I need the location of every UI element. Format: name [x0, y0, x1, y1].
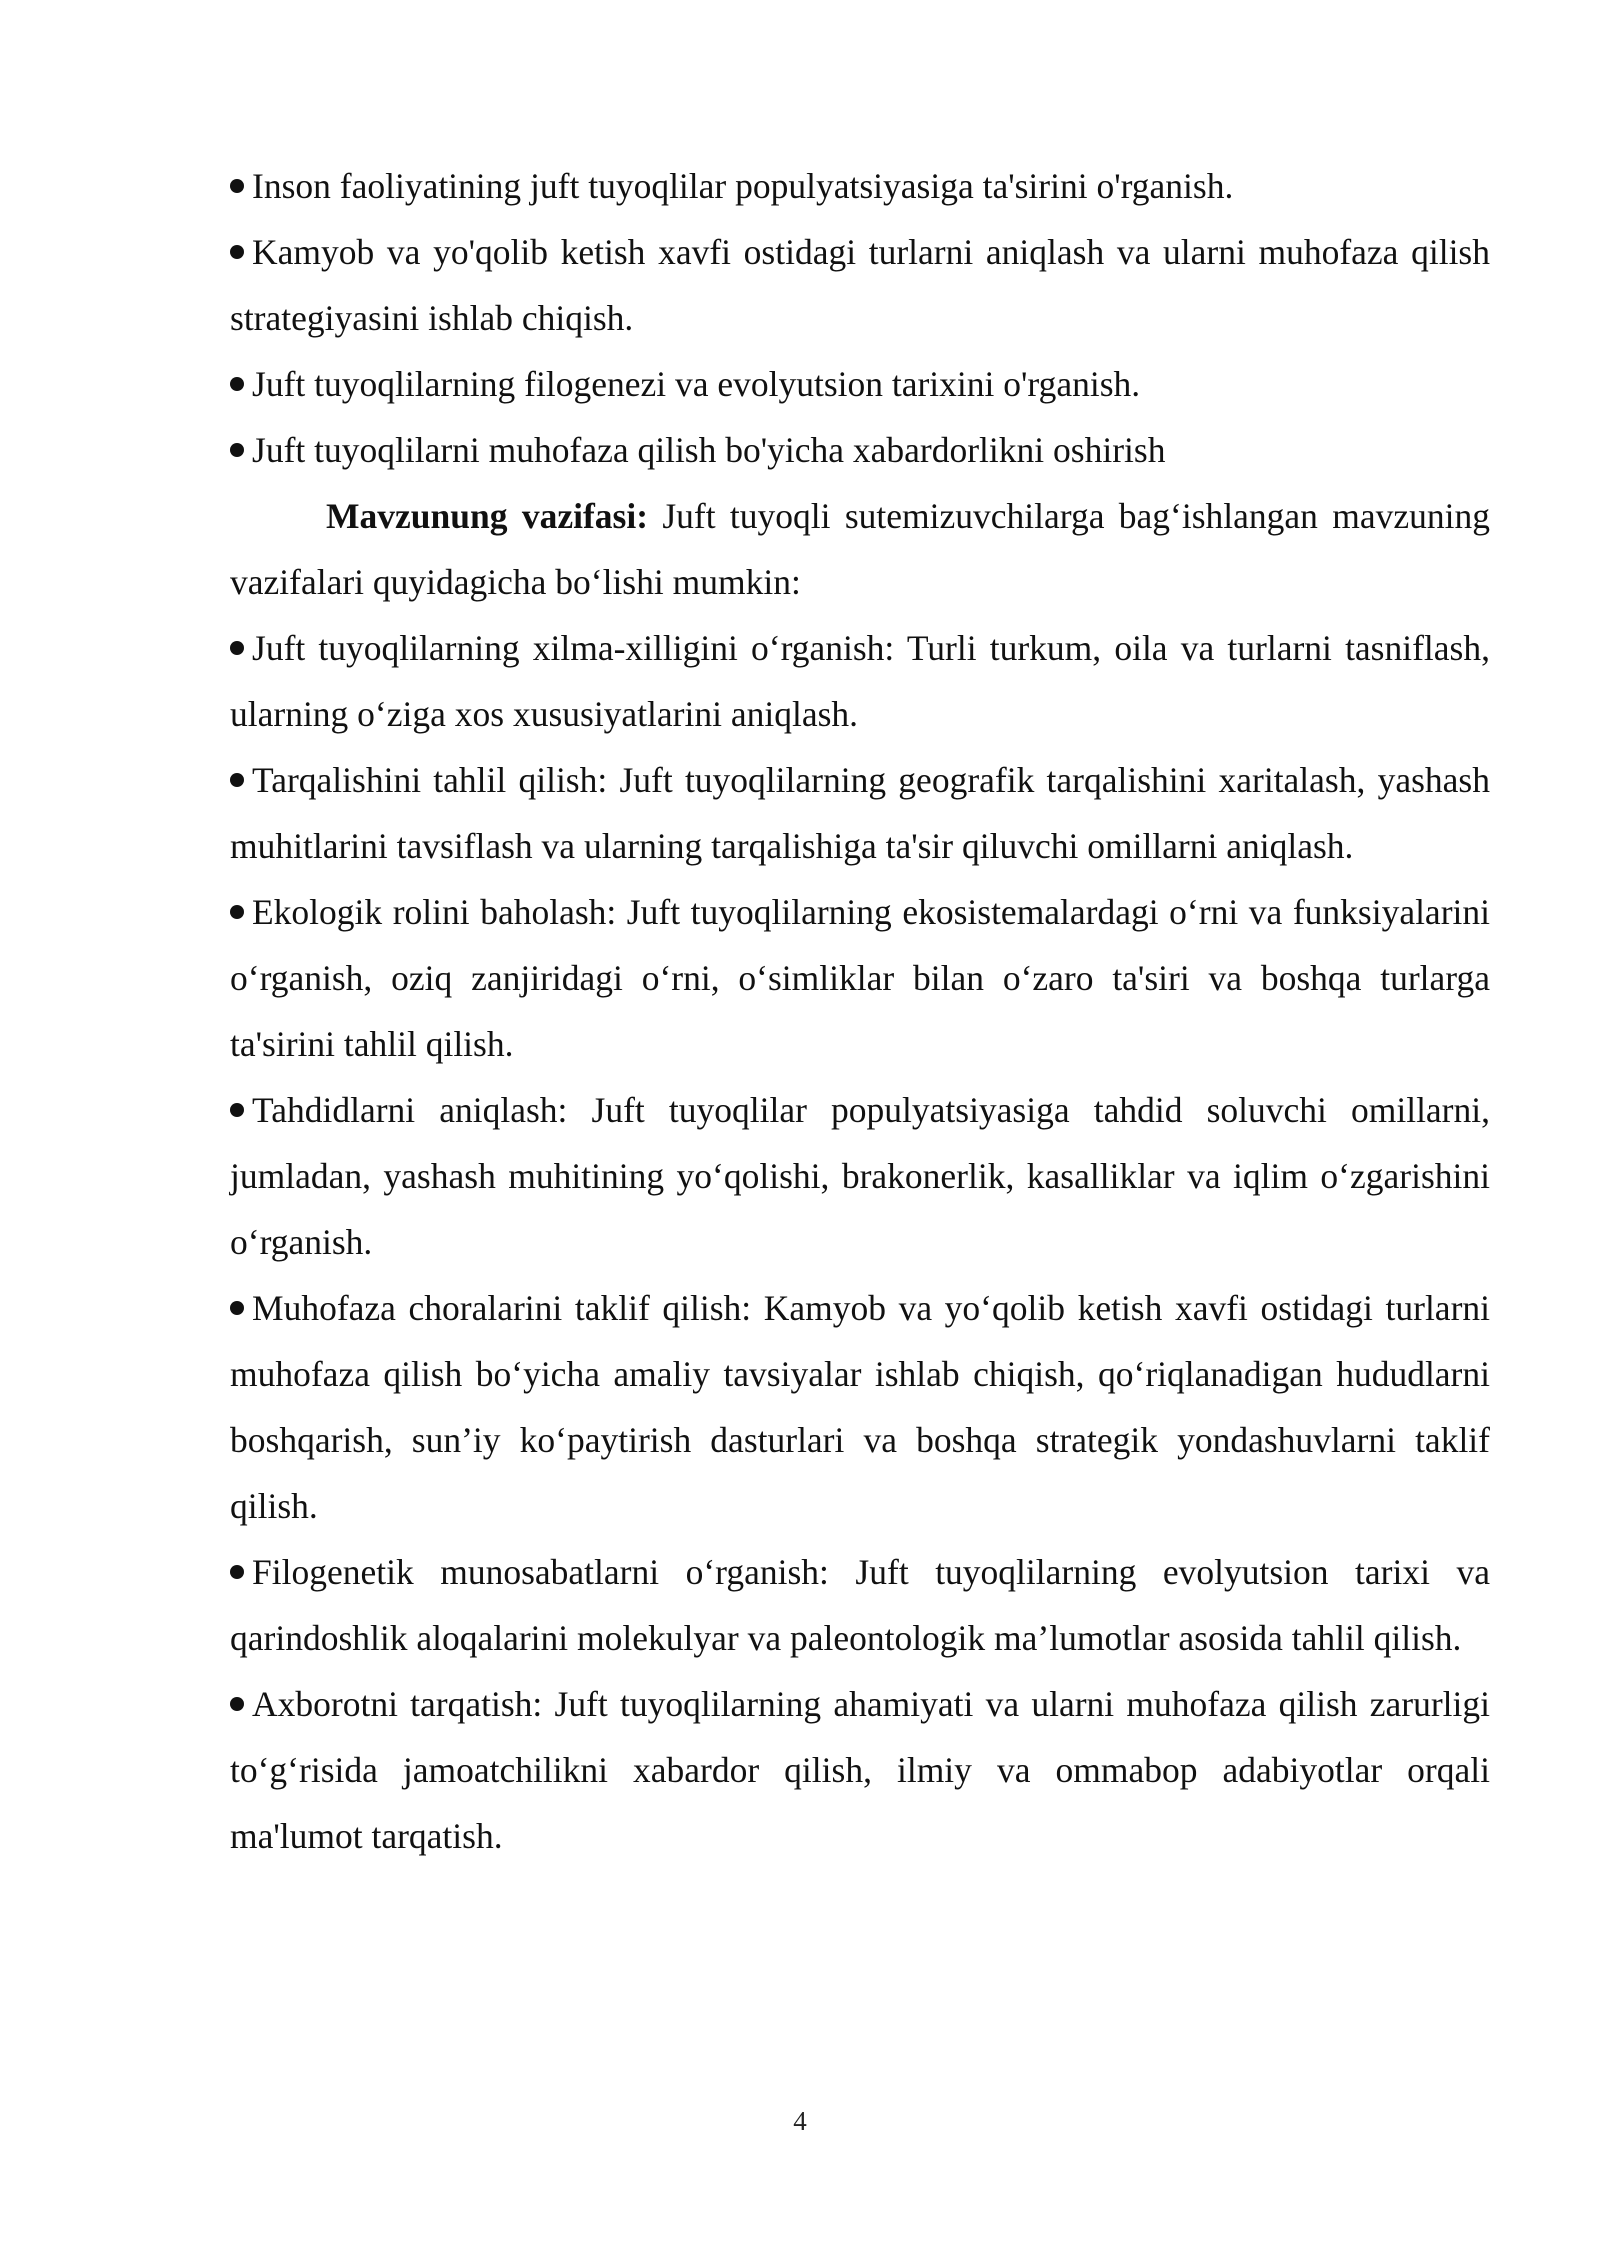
- bullet-text: Ekologik rolini baholash: Juft tuyoqlilarning ekosistemalardagi o‘rni va funksiyalarini o‘rganish, oziq zanjiridagi o‘rni, o‘simliklar bilan o‘zaro ta'siri va boshqa turlarga ta'sirini tahlil qilish.: [230, 892, 1490, 1064]
- bullet-icon: [230, 1103, 244, 1117]
- section-intro-text: Juft tuyoqli sutemizuvchilarga bag‘ishlangan mavzuning vazifalari quyidagicha bo‘lishi mumkin:: [230, 496, 1490, 602]
- bullet-text: Tahdidlarni aniqlash: Juft tuyoqlilar populyatsiyasiga tahdid soluvchi omillarni, jumladan, yashash muhitining yo‘qolishi, brakonerlik, kasalliklar va iqlim o‘zgarishini o‘rganish.: [230, 1090, 1490, 1262]
- bullet-icon: [230, 1697, 244, 1711]
- bullet-icon: [230, 1301, 244, 1315]
- bullet-text: Juft tuyoqlilarni muhofaza qilish bo'yicha xabardorlikni oshirish: [252, 430, 1166, 470]
- bullet-text: Muhofaza choralarini taklif qilish: Kamyob va yo‘qolib ketish xavfi ostidagi turlarni muhofaza qilish bo‘yicha amaliy tavsiyalar ishlab chiqish, qo‘riqlanadigan hududlarni boshqarish, sun’iy ko‘paytirish dasturlari va boshqa strategik yondashuvlarni taklif qilish.: [230, 1288, 1490, 1526]
- bullet-item: [230, 747, 1490, 879]
- bullet-item: [230, 1539, 1490, 1671]
- bullet-icon: [230, 905, 244, 919]
- bullet-icon: [230, 179, 244, 193]
- bullet-item: [230, 219, 1490, 351]
- page-number: 4: [793, 2106, 807, 2136]
- bullet-item: [230, 1671, 1490, 1869]
- section-heading: Mavzunung vazifasi:: [326, 496, 649, 536]
- bullet-text: Juft tuyoqlilarning xilma-xilligini o‘rganish: Turli turkum, oila va turlarni tasniflash, ularning o‘ziga xos xususiyatlarini aniqlash.: [230, 628, 1490, 734]
- bullet-text: Inson faoliyatining juft tuyoqlilar populyatsiyasiga ta'sirini o'rganish.: [252, 166, 1234, 206]
- bullet-icon: [230, 245, 244, 259]
- bullet-item: [230, 417, 1490, 483]
- bullet-icon: [230, 641, 244, 655]
- bullet-icon: [230, 377, 244, 391]
- bullet-item: [230, 615, 1490, 747]
- bullet-text: Filogenetik munosabatlarni o‘rganish: Juft tuyoqlilarning evolyutsion tarixi va qarindoshlik aloqalarini molekulyar va paleontologik ma’lumotlar asosida tahlil qilish.: [230, 1552, 1490, 1658]
- bullet-icon: [230, 443, 244, 457]
- bullet-item: [230, 153, 1490, 219]
- bullet-item: [230, 1077, 1490, 1275]
- bullet-text: Tarqalishini tahlil qilish: Juft tuyoqlilarning geografik tarqalishini xaritalash, yashash muhitlarini tavsiflash va ularning tarqalishiga ta'sir qiluvchi omillarni aniqlash.: [230, 760, 1490, 866]
- bullet-icon: [230, 1565, 244, 1579]
- bullet-item: [230, 351, 1490, 417]
- bullet-text: Axborotni tarqatish: Juft tuyoqlilarning ahamiyati va ularni muhofaza qilish zarurligi to‘g‘risida jamoatchilikni xabardor qilish, ilmiy va ommabop adabiyotlar orqali ma'lumot tarqatish.: [230, 1684, 1490, 1856]
- bullet-text: Kamyob va yo'qolib ketish xavfi ostidagi turlarni aniqlash va ularni muhofaza qilish strategiyasini ishlab chiqish.: [230, 232, 1490, 338]
- page-body: [230, 153, 1490, 1869]
- bullet-item: [230, 879, 1490, 1077]
- bullet-text: Juft tuyoqlilarning filogenezi va evolyutsion tarixini o'rganish.: [252, 364, 1141, 404]
- section-intro: [230, 483, 1490, 615]
- bullet-icon: [230, 773, 244, 787]
- bullet-item: [230, 1275, 1490, 1539]
